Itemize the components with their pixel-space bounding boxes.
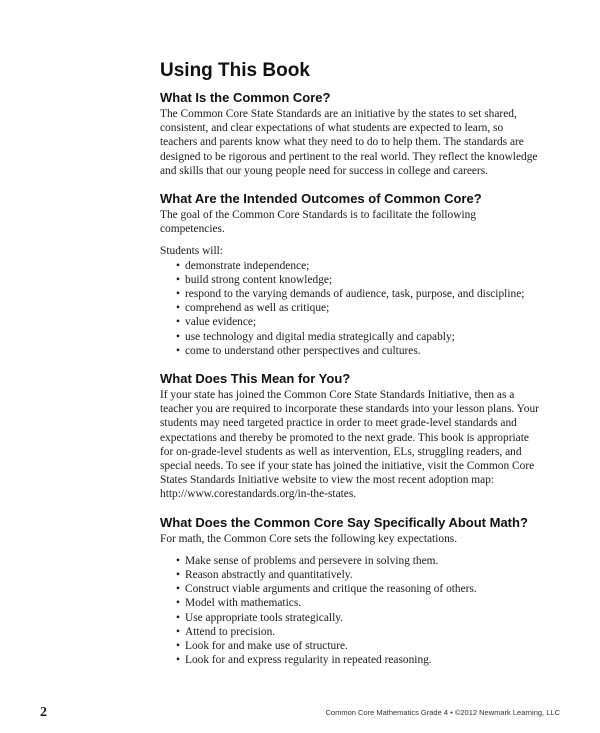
list-item: • Construct viable arguments and critique the reasoning of others. xyxy=(176,582,540,596)
list-item: • respond to the varying demands of audience, task, purpose, and discipline; xyxy=(176,287,540,301)
list-item: • value evidence; xyxy=(176,315,540,329)
page-content xyxy=(160,60,540,681)
section-intended-outcomes xyxy=(160,191,540,358)
footer-credit: Common Core Mathematics Grade 4 • ©2012 Newmark Learning, LLC xyxy=(325,708,560,717)
section-heading: What Does the Common Core Say Specifically About Math? xyxy=(160,514,528,530)
list-item: • build strong content knowledge; xyxy=(176,273,540,287)
section-math-expectations xyxy=(160,515,540,668)
section-heading: What Are the Intended Outcomes of Common Core? xyxy=(160,191,482,207)
list-item: • Reason abstractly and quantitatively. xyxy=(176,568,540,582)
list-item: • Look for and make use of structure. xyxy=(176,639,540,653)
page-title: Using This Book xyxy=(160,60,310,81)
section-heading: What Is the Common Core? xyxy=(160,90,331,105)
section-common-core xyxy=(160,90,540,178)
list-item: • Look for and express regularity in repeated reasoning. xyxy=(176,653,540,667)
list-item: • demonstrate independence; xyxy=(176,259,540,273)
section-paragraph: For math, the Common Core sets the following key expectations. xyxy=(160,532,458,545)
section-heading: What Does This Mean for You? xyxy=(160,371,351,387)
section-paragraph: The goal of the Common Core Standards is to facilitate the following competencies. xyxy=(160,209,477,236)
list-item: • Use appropriate tools strategically. xyxy=(176,611,540,625)
section-meaning-for-you xyxy=(160,371,540,502)
list-intro: Students will: xyxy=(160,245,223,258)
list-item: • comprehend as well as critique; xyxy=(176,301,540,315)
page-number: 2 xyxy=(40,705,47,720)
list-item: • come to understand other perspectives and cultures. xyxy=(176,344,540,358)
list-item: • Attend to precision. xyxy=(176,625,540,639)
list-item: • use technology and digital media strategically and capably; xyxy=(176,330,540,344)
list-item: • Make sense of problems and persevere in solving them. xyxy=(176,554,540,568)
outcomes-list xyxy=(160,259,540,358)
list-item: • Model with mathematics. xyxy=(176,596,540,610)
section-paragraph: If your state has joined the Common Core State Standards Initiative, then as a teacher you are required to incorporate these standards into your lesson plans. Your students may need targeted practice in order to meet grade-level standards and expectations and thereby be promoted to the next grade. This book is appropriate for on-grade-level students as well as intervention, ELs, struggling readers, and special needs. To see if your state has joined the initiative, visit the Common Core States Standards Initiative website to view the most recent adoption map: http://www.corestandards.org/in-the-states. xyxy=(160,389,539,501)
math-expectations-list xyxy=(160,554,540,668)
section-paragraph: The Common Core State Standards are an initiative by the states to set shared, consistent, and clear expectations of what students are expected to learn, so teachers and parents know what they need to do to help them. The standards are designed to be rigorous and pertinent to the real world. They reflect the knowledge and skills that our young people need for success in college and careers. xyxy=(160,108,538,177)
